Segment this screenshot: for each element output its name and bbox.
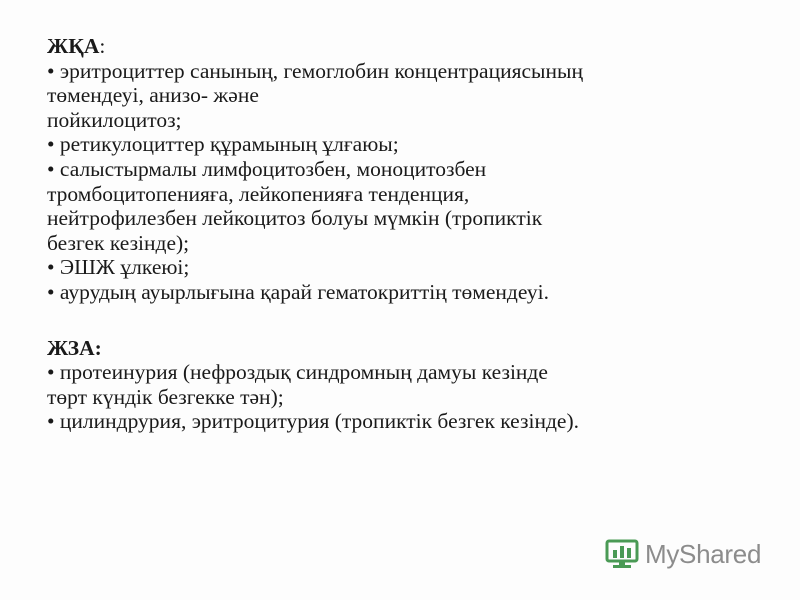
myshared-logo-icon bbox=[605, 538, 639, 570]
text-line: пойкилоцитоз; bbox=[47, 107, 182, 132]
text-line: • цилиндрурия, эритроцитурия (тропиктік безгек кезінде). bbox=[47, 409, 579, 434]
text-line: • салыстырмалы лимфоцитозбен, моноцитозбен bbox=[47, 156, 487, 181]
text-line: нейтрофилезбен лейкоцитоз болуы мүмкін (тропиктік bbox=[47, 206, 543, 231]
slide-content bbox=[47, 34, 767, 434]
text-line: төрт күндік безгекке тән); bbox=[47, 384, 284, 409]
myshared-watermark bbox=[605, 536, 761, 572]
myshared-logo-text: MyShared bbox=[645, 538, 762, 569]
section-spacer bbox=[47, 305, 767, 336]
section-heading-zhka-text: ЖҚА bbox=[47, 34, 100, 58]
section-heading-zhka bbox=[47, 34, 767, 59]
text-line: тромбоцитопенияға, лейкопенияға тенденция, bbox=[47, 181, 470, 206]
section-heading-zhza: ЖЗА: bbox=[47, 335, 102, 360]
text-line: • ретикулоциттер құрамының ұлғаюы; bbox=[47, 132, 399, 157]
text-line: • ЭШЖ ұлкеюі; bbox=[47, 255, 190, 280]
text-line: безгек кезінде); bbox=[47, 230, 190, 255]
text-line: • эритроциттер санының, гемоглобин концентрациясының bbox=[47, 58, 583, 83]
text-line: • аурудың ауырлығына қарай гематокриттің төмендеуі. bbox=[47, 279, 549, 304]
section-heading-colon: : bbox=[99, 34, 106, 58]
text-line: • протеинурия (нефроздық синдромның дамуы кезінде bbox=[47, 360, 548, 385]
text-line: төмендеуі, анизо- және bbox=[47, 83, 259, 108]
